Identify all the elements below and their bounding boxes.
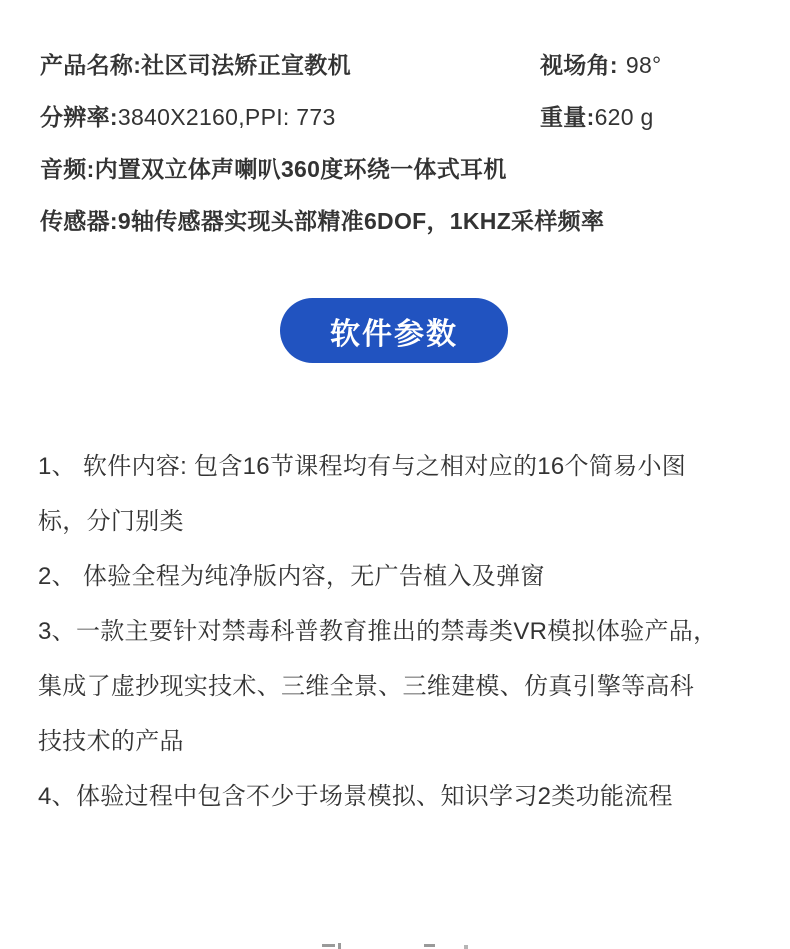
spec-sensor xyxy=(40,206,604,236)
list-item-4-line-1: 4、体验过程中包含不少于场景模拟、知识学习2类功能流程 xyxy=(38,783,673,810)
spec-value-field-of-view: 98° xyxy=(625,52,662,78)
list-item-3-line-3: 技技术的产品 xyxy=(38,728,184,755)
spec-label-weight: 重量: xyxy=(540,104,595,130)
cut-off-text-fragment xyxy=(464,945,468,949)
spec-product-name xyxy=(40,50,351,80)
spec-label-audio: 音频: xyxy=(40,156,95,182)
spec-audio xyxy=(40,154,507,184)
section-pill-label: 软件参数 xyxy=(330,317,458,351)
spec-weight xyxy=(540,102,654,132)
spec-value-audio: 内置双立体声喇叭360度环绕一体式耳机 xyxy=(94,156,507,182)
spec-label-product-name: 产品名称: xyxy=(40,52,142,78)
cut-off-text-fragment xyxy=(322,944,335,947)
spec-label-field-of-view: 视场角: xyxy=(540,52,618,78)
spec-field-of-view xyxy=(540,50,662,80)
cut-off-text-fragment xyxy=(424,944,435,947)
spec-label-sensor: 传感器: xyxy=(40,208,118,234)
spec-resolution xyxy=(40,102,336,132)
list-item-2-line-1: 2、 体验全程为纯净版内容，无广告植入及弹窗 xyxy=(38,563,545,590)
spec-value-sensor: 9轴传感器实现头部精准6DOF，1KHZ采样频率 xyxy=(117,208,605,234)
list-item-1-line-2: 标，分门别类 xyxy=(38,508,184,535)
cut-off-text-fragment xyxy=(338,943,341,949)
spec-label-resolution: 分辨率: xyxy=(40,104,118,130)
list-item-3-line-2: 集成了虚抄现实技术、三维全景、三维建模、仿真引擎等高科 xyxy=(38,673,695,700)
spec-value-product-name: 社区司法矫正宣教机 xyxy=(141,52,351,78)
list-item-3-line-1: 3、一款主要针对禁毒科普教育推出的禁毒类VR模拟体验产品， xyxy=(38,618,718,645)
spec-value-resolution: 3840X2160,PPI: 773 xyxy=(117,104,336,130)
section-pill-software-params xyxy=(280,298,508,363)
spec-value-weight: 620 g xyxy=(594,104,654,130)
list-item-1-line-1: 1、 软件内容: 包含16节课程均有与之相对应的16个简易小图 xyxy=(38,453,687,480)
